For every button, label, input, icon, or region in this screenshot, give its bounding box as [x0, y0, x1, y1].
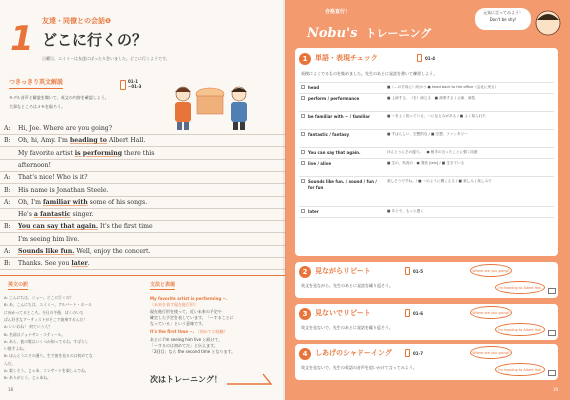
dialogue-text: . — [87, 260, 90, 268]
dialogue-text: Oh, hi, Amy. I'm — [18, 137, 70, 145]
explain-box — [5, 72, 135, 122]
dialogue-text: My favorite artist — [18, 149, 75, 157]
translation-line: B: ありがとう。じゃあね。 — [4, 375, 51, 381]
dialogue-line — [4, 261, 90, 267]
grammar-line: なっている」という意味です。 — [150, 321, 206, 326]
checkbox[interactable] — [301, 114, 305, 118]
audio-icon[interactable] — [405, 309, 410, 317]
section3-track: 01-6 — [413, 311, 424, 316]
chapter-number: 1 — [10, 19, 34, 59]
dialogue-text: there this — [122, 149, 155, 157]
dialogue-line — [4, 224, 153, 230]
dialogue-line — [4, 163, 51, 169]
ruled-line — [0, 146, 285, 147]
speaker: B: — [4, 260, 11, 268]
teacher-avatar — [533, 8, 563, 38]
dialogue-bubble-b: I'm heading to Albert Hall. — [495, 363, 545, 376]
dialogue-bubble-a: Where are you going? — [470, 264, 512, 277]
section1-track: 01-4 — [425, 56, 436, 61]
dialogue-text: singer. — [70, 211, 94, 219]
section4-track: 01-7 — [413, 351, 424, 356]
speaker: A: — [4, 174, 11, 182]
section4-title: しあげのシャドーイング — [315, 349, 392, 357]
grammar-item-1-note: （未来を表す現在進行形） — [150, 302, 198, 307]
translation-line: A: いいわね！ 何ていう人？ — [4, 324, 52, 330]
dialogue-text: afternoon! — [18, 161, 51, 169]
audio-track-2: ~01-3 — [128, 84, 142, 89]
section2-card — [295, 262, 558, 298]
dialogue-text: I'm seeing him live. — [18, 235, 80, 243]
key-phrase: Sounds like fun. — [18, 248, 75, 255]
word-entry: fantastic / fantasy — [308, 132, 350, 137]
ruled-line — [0, 171, 285, 172]
translation-line: A: こんにちは、ジョー。どこに行くの？ — [4, 295, 74, 300]
grammar-line: 確定した予定を表しています。「～することに — [150, 315, 234, 320]
ruled-line — [0, 196, 285, 197]
word-meaning: ■ すばらしい、空想的な / ■ 空想、ファンタジー — [387, 132, 468, 136]
checkbox[interactable] — [301, 150, 305, 154]
section1-title: 単語・表現チェック — [315, 54, 378, 62]
checkbox[interactable] — [301, 179, 305, 183]
word-entry: perform / performance — [308, 96, 360, 101]
dialogue-line — [4, 200, 147, 206]
ruled-line — [0, 159, 285, 160]
translation-line: B: ほんとうにその通り。生で彼を見るのは初めてな — [4, 353, 93, 359]
dialogue-line — [4, 212, 94, 218]
audio-track-1: 01-1 — [128, 79, 139, 84]
audio-icon[interactable] — [405, 267, 410, 275]
section2-title: 見ながらリピート — [315, 267, 371, 275]
ruled-line — [0, 134, 285, 135]
word-meaning: ほんとうにその通り。 ● 相手の言ったことに強く同意 — [387, 150, 478, 154]
audio-icon[interactable] — [405, 349, 410, 357]
checkbox[interactable] — [301, 209, 305, 213]
checkbox[interactable] — [301, 132, 305, 136]
page-number: 18 — [8, 387, 14, 392]
next-arrow-icon — [225, 370, 275, 386]
divider — [0, 275, 285, 276]
audio-track — [128, 80, 141, 89]
translation-line: B: 名前はジョナサン・スティール。 — [4, 331, 66, 337]
checkbox[interactable] — [548, 288, 556, 294]
ruled-line — [0, 232, 285, 233]
dialogue-line — [4, 237, 79, 243]
section3-intro: 英文を見ないで、先生のあとに発話を繰り返そう。 — [301, 325, 393, 330]
word-entry: live / alive — [308, 161, 332, 166]
translation-line: A: あら、彼の歌はいくつか知ってるわ。すばらし — [4, 338, 89, 344]
word-meaning: ■ 生の、実況の ● 発音 [laiv] / ■ 生きている — [387, 161, 465, 165]
dialogue-line — [4, 175, 88, 181]
word-entry: You can say that again. — [308, 150, 361, 155]
key-phrase: familiar with — [42, 198, 88, 206]
dialogue-text: His name is Jonathan Steele. — [18, 186, 109, 194]
explain-heading: つきっきり英文解説 — [9, 80, 63, 89]
title-jp: トレーニング — [365, 27, 432, 40]
dialogue-text: He's — [18, 211, 34, 219]
dialogue-text: Hi, Joe. Where are you going? — [18, 125, 113, 132]
audio-icon[interactable] — [120, 80, 126, 90]
speaker: A: — [4, 198, 11, 206]
dialogue-text: Albert Hall. — [106, 137, 146, 145]
grammar-item-2 — [150, 330, 228, 334]
speaker: B: — [4, 186, 11, 194]
ruled-line — [0, 245, 285, 246]
ruled-line — [0, 183, 285, 184]
translation-line: い歌手よね。 — [4, 346, 27, 352]
translation-heading: 英文の訳 — [8, 282, 29, 288]
word-meaning: ■ あとで、もっと遅く — [387, 209, 424, 213]
section1-number: 1 — [299, 53, 311, 65]
section1-card — [295, 48, 558, 256]
grammar-line: 現在進行形を使って、近い未来の予定や — [150, 309, 222, 314]
ruled-line — [0, 208, 285, 209]
section1-intro: 英検によくでるものを集めました。先生のあとに発話を書いて練習しよう。 — [301, 71, 437, 76]
dialogue-line — [4, 138, 145, 144]
section-label — [42, 18, 111, 25]
table-row-divider — [299, 129, 554, 130]
page-title: どこに行くの？ — [42, 31, 148, 49]
section2-intro: 英文を見ながら、先生のあとに発話を繰り返そう。 — [301, 283, 393, 288]
speech-bubble — [475, 8, 531, 30]
key-phrase: is performing — [74, 149, 123, 157]
section3-title: 見ないでリピート — [315, 309, 371, 317]
word-meaning: 楽しそうですね。/ ■ ～のように聞こえる / ■ 楽しみ / 楽しみで — [387, 179, 492, 183]
speaker: B: — [4, 137, 11, 145]
key-phrase: later — [71, 260, 88, 268]
dialogue-bubble-b: I'm heading to Albert Hall. — [495, 281, 545, 294]
word-meaning: ■ ～をよく知っている、～になじみがある / ■ よく知られた — [387, 114, 486, 118]
next-label[interactable]: 次はトレーニング！ — [150, 375, 222, 384]
checkbox[interactable] — [548, 370, 556, 376]
right-page — [285, 0, 570, 400]
checkbox[interactable] — [301, 85, 305, 89]
intro-text: 日曜日、エイミーは友達にばったり会いました。どこに行くようです。 — [42, 56, 170, 61]
checkbox[interactable] — [548, 330, 556, 336]
dialogue-line — [4, 249, 150, 255]
key-phrase: You can say that again. — [18, 223, 99, 231]
checkbox[interactable] — [301, 96, 305, 100]
key-phrase: heading to — [69, 137, 107, 145]
dialogue-line — [4, 126, 112, 132]
word-entry: head — [308, 85, 320, 90]
speech-bubble-1: 元気に言ってみよう！ — [483, 10, 523, 15]
table-row-divider — [299, 217, 554, 218]
dialogue-line — [4, 188, 108, 194]
grammar-heading: 文法と表現 — [150, 282, 176, 288]
translation-line: B: あ、こんにちは、エイミー。アルバート・ホール — [4, 302, 92, 308]
section4-number: 4 — [299, 348, 311, 360]
word-meaning: ■ 上演する、（を）演じる ■ 演奏する / 公演、演技 — [387, 96, 476, 100]
section4-card — [295, 344, 558, 380]
translation-line: A: 楽しそう。じゃあ、コンサートを楽しんでね。 — [4, 368, 89, 373]
ruled-line — [0, 269, 285, 270]
section4-intro: 英文を見ないで、先生の英語の音声を追いかけて言ってみよう。 — [301, 365, 417, 370]
grammar-item-1: My favorite artist is performing ~. — [150, 296, 228, 301]
word-entry: later — [308, 209, 319, 214]
explain-body-1: モデル音声と解説を聞いて、英文の内容を確認しよう。 — [9, 95, 109, 100]
dialogue-text: Thanks. See you — [18, 260, 72, 268]
section2-number: 2 — [299, 266, 311, 278]
dialogue-bubble-a: Where are you going? — [470, 306, 512, 319]
dialogue-text: That's nice! Who is it? — [18, 174, 88, 182]
section-badge: ❶ — [105, 17, 111, 25]
grammar-line: 「～するのは初めてだ」と伝えます。 — [150, 343, 218, 348]
speaker: A: — [4, 248, 11, 255]
grammar-line: 「2回目」なら the second time となります。 — [150, 349, 236, 354]
illustration-two-people — [155, 74, 265, 130]
audio-icon[interactable] — [417, 54, 422, 62]
dialogue-text: It's the first time — [98, 223, 153, 231]
title-block — [307, 22, 431, 44]
translation-line: んだ。 — [4, 360, 16, 366]
table-row-divider — [299, 111, 554, 112]
table-row-divider — [299, 158, 554, 159]
translation-line: ばん好きなアーティストがそこで演奏するんだ！ — [4, 316, 88, 322]
explain-body-2: 大事なところはメモを取ろう。 — [9, 104, 65, 109]
section3-number: 3 — [299, 308, 311, 320]
speaker: B: — [4, 223, 11, 231]
word-meaning: ■（…の方向に）向かう ● head back to the office（会社に戻る） — [387, 85, 499, 89]
dialogue-text: Well, enjoy the concert. — [74, 248, 151, 255]
section3-card — [295, 304, 558, 340]
key-phrase: a fantastic — [33, 211, 71, 219]
title-script: Nobu's — [307, 26, 358, 41]
grammar-item-2-note: （初めての経験） — [195, 329, 228, 334]
section-label-text: 友達・同僚との会話 — [42, 17, 105, 25]
checkbox[interactable] — [301, 161, 305, 165]
speaker: A: — [4, 125, 11, 132]
ruled-line — [0, 257, 285, 258]
page-number: 19 — [553, 387, 559, 392]
gutter-shadow — [283, 0, 287, 400]
section2-track: 01-5 — [413, 269, 424, 274]
dialogue-bubble-a: Where are you going? — [470, 346, 512, 359]
speech-bubble-2: Don't be shy! — [489, 17, 517, 22]
dialogue-text: Oh, I'm — [18, 198, 43, 206]
table-row-divider — [299, 82, 554, 83]
word-entry: be familiar with ~ / familiar — [308, 114, 370, 119]
grammar-body-1 — [150, 309, 234, 327]
dialogue-line — [4, 151, 154, 157]
grammar-body-2 — [150, 337, 235, 355]
word-entry: Sounds like fun. / sound / fun / for fun — [308, 179, 377, 190]
table-row-divider — [299, 147, 554, 148]
translation-line: に向かってるところ。今日の午後、ぼくのいち — [4, 309, 84, 315]
ruled-line — [0, 220, 285, 221]
table-row-divider — [299, 206, 554, 207]
table-row-divider — [299, 93, 554, 94]
table-row-divider — [299, 176, 554, 177]
kicker: 合格直行！ — [325, 9, 351, 15]
dialogue-text: some of his songs. — [87, 198, 148, 206]
grammar-item-2-text: It's the first time ~. — [150, 329, 195, 334]
grammar-line: あとに I'm seeing him live と続けて、 — [150, 337, 223, 342]
dialogue-bubble-b: I'm heading to Albert Hall. — [495, 323, 545, 336]
